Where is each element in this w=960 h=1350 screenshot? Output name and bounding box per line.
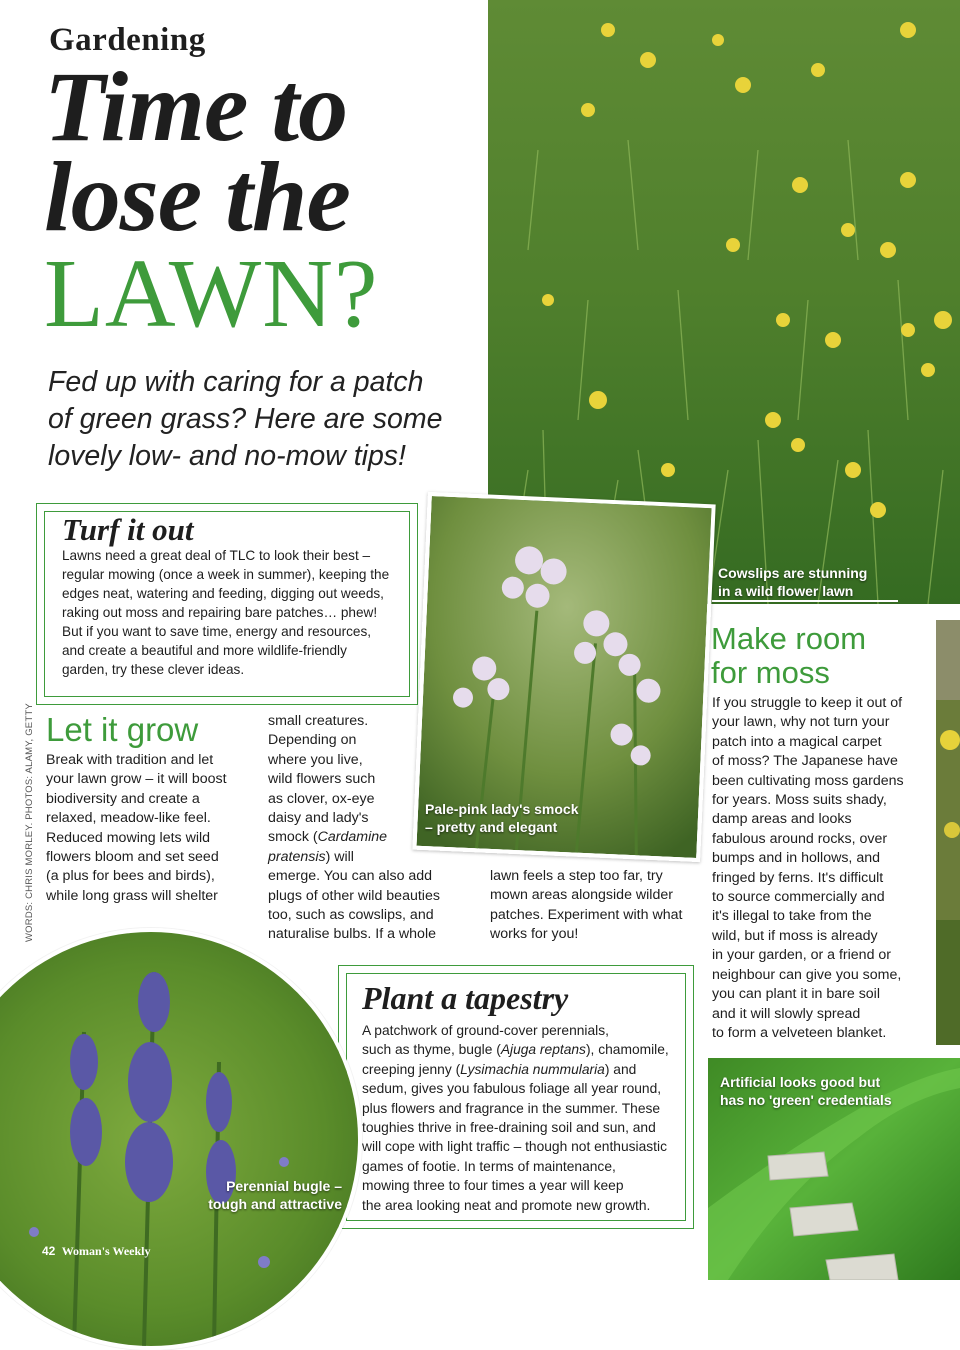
text-line: If you struggle to keep it out of — [712, 695, 903, 711]
text-line: garden, try these clever ideas. — [62, 662, 245, 677]
standfirst-line: Fed up with caring for a patch — [48, 366, 424, 398]
tapestry-title: Plant a tapestry — [362, 980, 569, 1016]
text-line: to source commercially and — [712, 889, 885, 906]
magazine-name: Woman's Weekly — [61, 1244, 151, 1258]
text-line: the area looking neat and promote new growth. — [362, 1197, 651, 1213]
text-line: to form a velveteen blanket. — [712, 1024, 887, 1041]
text-line: Depending on — [268, 732, 357, 749]
text-line: emerge. You can also add — [268, 868, 433, 885]
grow-col-2 — [268, 712, 468, 945]
headline-line-2: lose the — [44, 141, 350, 252]
text-line: it's illegal to take from the — [712, 908, 872, 925]
latin-name: pratensis — [268, 848, 326, 865]
text-line: been cultivating moss gardens — [712, 772, 904, 789]
text-line: and it will slowly spread — [712, 1005, 861, 1022]
latin-name: Ajuga reptans — [500, 1042, 586, 1058]
text-line — [268, 828, 468, 847]
latin-name: Lysimachia nummularia — [460, 1061, 605, 1077]
text-line: your lawn, why not turn your — [712, 714, 890, 731]
bugle-caption — [196, 1177, 342, 1213]
text-line — [362, 1060, 687, 1079]
grow-col-3 — [490, 867, 700, 945]
latin-name: Cardamine — [317, 829, 388, 846]
text-line: wild, but if moss is already — [712, 927, 878, 944]
text-line: But if you want to save time, energy and resources, — [62, 624, 372, 639]
text-line: regular mowing (once a week in summer), keeping the — [62, 567, 390, 582]
text-line: for years. Moss suits shady, — [712, 792, 887, 809]
text-line: your lawn grow – it will boost — [46, 771, 227, 788]
tapestry-text — [362, 1021, 687, 1215]
caption-line: Pale-pink lady's smock — [425, 801, 579, 817]
caption-line: Perennial bugle – — [226, 1178, 342, 1194]
text-line: biodiversity and create a — [46, 790, 200, 807]
text-line: works for you! — [490, 926, 579, 943]
page-footer — [42, 1244, 151, 1259]
text-line: edges neat, watering and feeding, digging out weeds, — [62, 586, 384, 601]
text-line: flowers bloom and set seed — [46, 849, 219, 866]
standfirst — [48, 364, 442, 475]
text-line: Reduced mowing lets wild — [46, 829, 211, 846]
text-line: damp areas and looks — [712, 811, 852, 828]
turf-text — [62, 546, 412, 679]
text-line: plugs of other wild beauties — [268, 887, 440, 904]
text-line: and create a beautiful and more wildlife-friendly — [62, 643, 347, 658]
text-line: while long grass will shelter — [46, 887, 218, 904]
text-line: where you live, — [268, 751, 363, 768]
text-fragment: smock ( — [268, 829, 318, 846]
photo-credits: WORDS: CHRIS MORLEY. PHOTOS: ALAMY, GETTY — [24, 703, 35, 942]
text-line: neighbour can give you some, — [712, 966, 902, 983]
text-line: plus flowers and fragrance in the summer. These — [362, 1100, 661, 1116]
text-line: patches. Experiment with what — [490, 906, 683, 923]
caption-line: in a wild flower lawn — [718, 583, 854, 599]
text-line: in your garden, or a friend or — [712, 947, 892, 964]
caption-line: has no 'green' credentials — [720, 1092, 892, 1108]
turf-title: Turf it out — [62, 512, 194, 547]
bugle-photo — [0, 928, 362, 1350]
headline-line-3: LAWN? — [44, 240, 379, 348]
caption-line: Cowslips are stunning — [718, 565, 868, 581]
text-line: naturalise bulbs. If a whole — [268, 926, 436, 943]
headline-line-1: Time to — [44, 51, 348, 162]
text-fragment: ) and — [604, 1061, 637, 1077]
grow-col-1 — [46, 751, 261, 906]
text-line: you can plant it in bare soil — [712, 986, 880, 1003]
standfirst-line: of green grass? Here are some — [48, 403, 443, 435]
grow-title: Let it grow — [46, 711, 199, 748]
section-label: Gardening — [49, 22, 206, 58]
text-line: of moss? The Japanese have — [712, 753, 898, 770]
text-line: bumps and in hollows, and — [712, 850, 880, 867]
text-line: too, such as cowslips, and — [268, 907, 434, 924]
text-line: small creatures. — [268, 713, 369, 729]
caption-line: tough and attractive — [208, 1196, 342, 1212]
text-line: toughies thrive in free-draining soil and sun, and — [362, 1120, 656, 1136]
text-line: lawn feels a step too far, try — [490, 868, 663, 884]
text-line: Break with tradition and let — [46, 752, 214, 768]
text-line — [268, 848, 468, 867]
text-line: A patchwork of ground-cover perennials, — [362, 1023, 609, 1038]
text-line: games of footie. In terms of maintenance, — [362, 1158, 616, 1174]
standfirst-line: lovely low- and no-mow tips! — [48, 440, 406, 472]
text-line: sedum, gives you fabulous foliage all year round, — [362, 1081, 662, 1097]
text-line: relaxed, meadow-like feel. — [46, 810, 211, 827]
text-line: as clover, ox-eye — [268, 790, 375, 807]
text-line: fabulous around rocks, over — [712, 830, 888, 847]
text-line: (a plus for bees and birds), — [46, 868, 215, 885]
title-line: for moss — [711, 655, 830, 690]
text-line: raking out moss and repairing bare patches… phew! — [62, 605, 378, 620]
text-line: fringed by ferns. It's difficult — [712, 869, 884, 886]
text-fragment: creeping jenny ( — [362, 1061, 461, 1077]
text-line: daisy and lady's — [268, 810, 369, 827]
caption-line: – pretty and elegant — [425, 819, 558, 835]
caption-rule — [712, 600, 898, 602]
text-line: will cope with light traffic – though not enthusiastic — [362, 1139, 667, 1155]
text-line — [362, 1040, 687, 1059]
moss-text — [712, 694, 937, 1043]
moss-photo — [936, 620, 960, 1045]
cowslip-caption — [718, 564, 867, 600]
title-line: Make room — [711, 621, 867, 656]
page-number: 42 — [42, 1244, 56, 1258]
text-fragment: ) will — [325, 848, 354, 865]
moss-title — [711, 622, 866, 690]
text-line: mown areas alongside wilder — [490, 887, 673, 904]
caption-line: Artificial looks good but — [720, 1074, 881, 1090]
text-line: patch into a magical carpet — [712, 733, 882, 750]
text-line: wild flowers such — [268, 771, 376, 788]
text-fragment: such as thyme, bugle ( — [362, 1042, 501, 1058]
artificial-caption — [720, 1073, 892, 1109]
text-line: Lawns need a great deal of TLC to look their best – — [62, 548, 371, 563]
text-fragment: ), chamomile, — [585, 1042, 669, 1058]
text-line: mowing three to four times a year will keep — [362, 1178, 624, 1194]
headline — [44, 51, 484, 348]
